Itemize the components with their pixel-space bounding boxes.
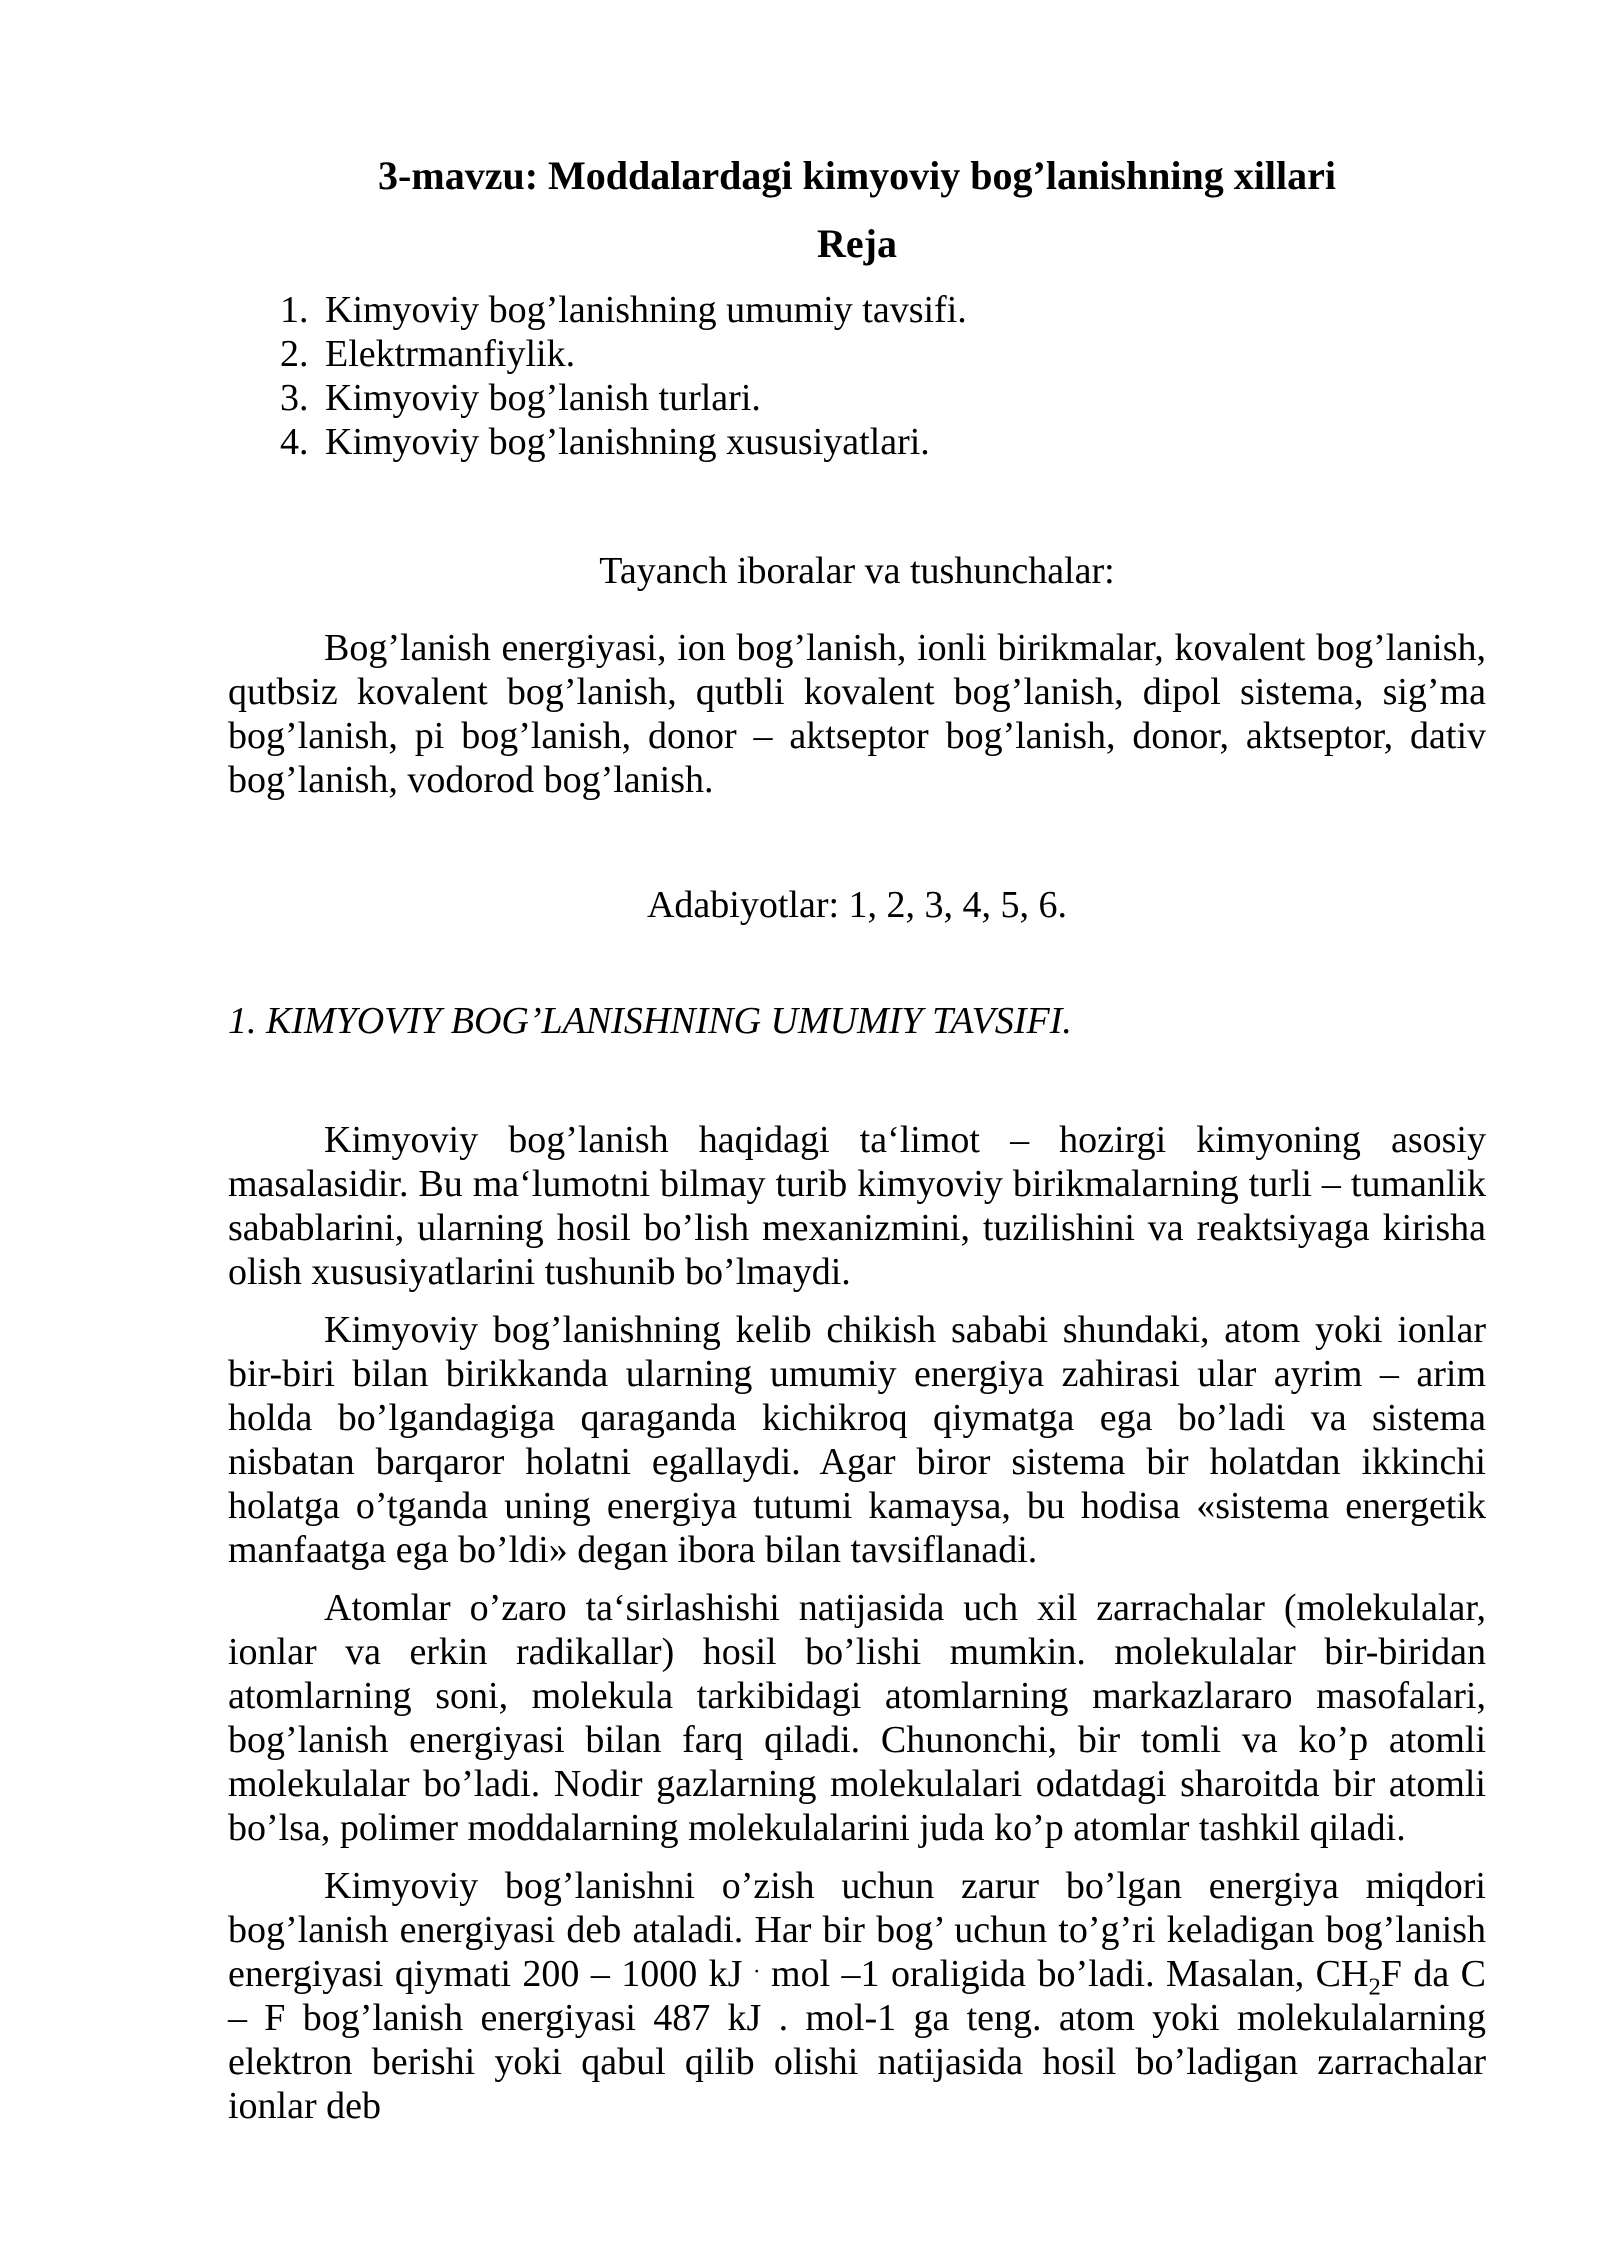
plan-list xyxy=(228,288,1486,464)
plan-item-label: Kimyoviy bog’lanishning xususiyatlari. xyxy=(325,421,930,463)
plan-item-label: Kimyoviy bog’lanish turlari. xyxy=(325,377,761,419)
plan-heading: Reja xyxy=(817,221,897,266)
chemical-formula-subscript: 2 xyxy=(1368,1973,1381,2001)
plan-item xyxy=(228,376,1486,420)
body-paragraph-1: Kimyoviy bog’lanish haqidagi ta‘limot – hozirgi kimyoning asosiy masalasidir. Bu ma‘lumotni bilmay turib kimyoviy birikmalarning turli – tumanlik sabablarini, ularning hosil bo’lish mexanizmini, tuzilishini va reaktsiyaga kirisha olish xususiyatlarini tushunib bo’lmaydi. xyxy=(228,1119,1486,1293)
plan-item xyxy=(228,332,1486,376)
document-title: 3-mavzu: Moddalardagi kimyoviy bog’lanishning xillari xyxy=(378,153,1336,198)
plan-item xyxy=(228,420,1486,464)
paragraph-text-segment: mol –1 oraligida bo’ladi. Masalan, CH xyxy=(759,1953,1369,1995)
paragraph-text-segment: Kimyoviy bog’lanishni o’zish uchun zarur bo’lgan energiya miqdori bog’lanish energiyasi deb ataladi. Har bir bog’ uchun to’g’ri keladigan bog’lanish energiyasi qiymati 200 – 1000 kJ xyxy=(228,1865,1486,1995)
plan-item-label: Kimyoviy bog’lanishning umumiy tavsifi. xyxy=(325,289,967,331)
keywords-paragraph: Bog’lanish energiyasi, ion bog’lanish, ionli birikmalar, kovalent bog’lanish, qutbsiz kovalent bog’lanish, qutbli kovalent bog’lanish, dipol sistema, sig’ma bog’lanish, pi bog’lanish, donor – aktseptor bog’lanish, donor, aktseptor, dativ bog’lanish, vodorod bog’lanish. xyxy=(228,627,1486,801)
plan-item xyxy=(228,288,1486,332)
plan-item-number: 2. xyxy=(280,333,309,375)
plan-item-number: 4. xyxy=(280,421,309,463)
body-paragraph-4 xyxy=(228,1864,1486,2128)
literature-line: Adabiyotlar: 1, 2, 3, 4, 5, 6. xyxy=(646,884,1068,926)
body-paragraph-2: Kimyoviy bog’lanishning kelib chikish sababi shundaki, atom yoki ionlar bir-biri bilan birikkanda ularning umumiy energiya zahirasi ular ayrim – arim holda bo’lgandagiga qaraganda kichikroq qiymatga ega bo’ladi va sistema nisbatan barqaror holatni egallaydi. Agar biror sistema bir holatdan ikkinchi holatga o’tganda uning energiya tutumi kamaysa, bu hodisa «sistema energetik manfaatga ega bo’ldi» degan ibora bilan tavsiflanadi. xyxy=(228,1309,1486,1571)
plan-item-number: 3. xyxy=(280,377,309,419)
keywords-heading: Tayanch iboralar va tushunchalar: xyxy=(599,550,1115,592)
document-content xyxy=(228,0,1486,2128)
body-paragraph-3: Atomlar o’zaro ta‘sirlashishi natijasida uch xil zarrachalar (molekulalar, ionlar va erkin radikallar) hosil bo’lishi mumkin. molekulalar bir-biridan atomlarning soni, molekula tarkibidagi atomlarning markazlararo masofalari, bog’lanish energiyasi bilan farq qiladi. Chunonchi, bir tomli va ko’p atomli molekulalar bo’ladi. Nodir gazlarning molekulalari odatdagi sharoitda bir atomli bo’lsa, polimer moddalarning molekulalarini juda ko’p atomlar tashkil qiladi. xyxy=(228,1587,1486,1849)
section-heading: 1. KIMYOVIY BOG’LANISHNING UMUMIY TAVSIFI. xyxy=(228,1000,1072,1042)
plan-item-label: Elektrmanfiylik. xyxy=(325,333,576,375)
plan-item-number: 1. xyxy=(280,289,309,331)
raised-dot-multiplier: . xyxy=(753,1952,760,1978)
paragraph-text-segment: F da C – F bog’lanish energiyasi 487 kJ . mol-1 ga teng. atom yoki molekulalarning elektron berishi yoki qabul qilib olishi natijasida hosil bo’ladigan zarrachalar ionlar deb xyxy=(228,1953,1486,2127)
